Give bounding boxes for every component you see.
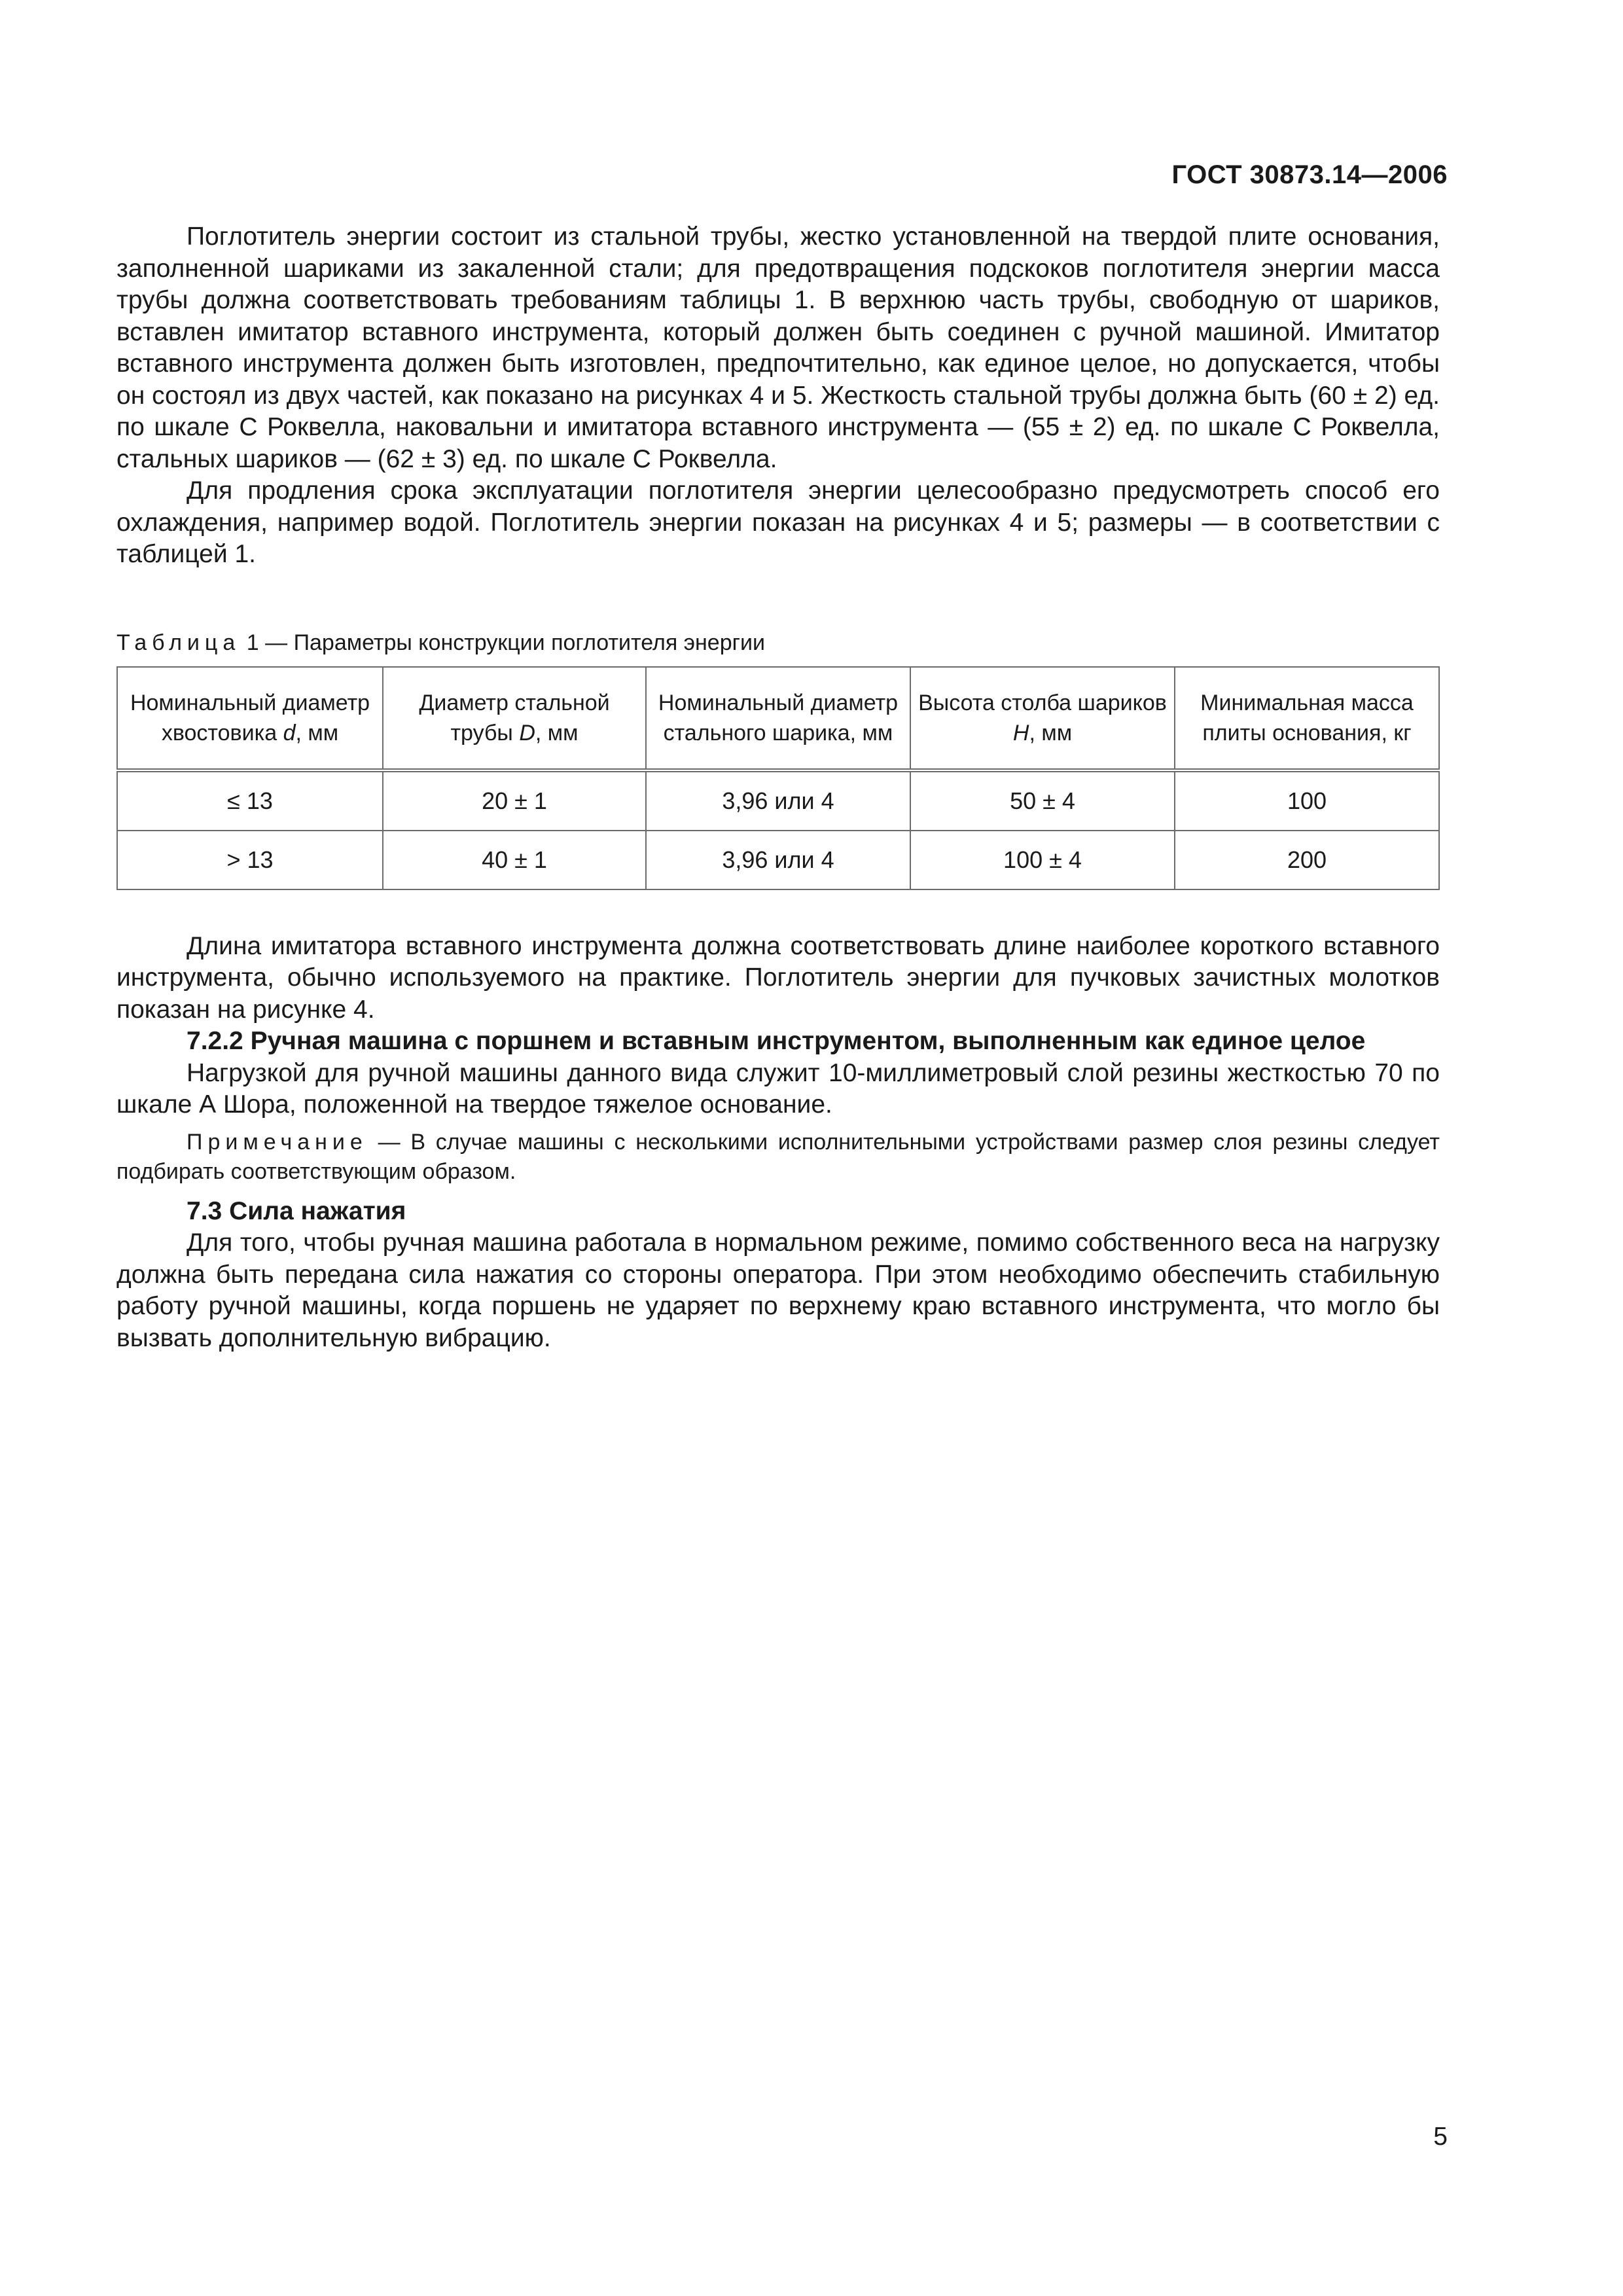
paragraph-rubber-load: Нагрузкой для ручной машины данного вида служит 10-миллиметровый слой резины жесткостью 70 по шкале А Шора, положенной на твердое тяжелое основание. bbox=[116, 1058, 1440, 1119]
table-cell: 20 ± 1 bbox=[383, 770, 646, 831]
table-cell: 3,96 или 4 bbox=[646, 770, 910, 831]
paragraph-simulator-length: Длина имитатора вставного инструмента должна соответствовать длине наиболее короткого вставного инструмента, обычно используемого на практике. Поглотитель энергии для пучковых зачистных молотков показан на рисунке 4. bbox=[116, 931, 1440, 1024]
header-ball-column-height: Высота столба шариков H, мм bbox=[910, 667, 1175, 770]
note-text: — В случае машины с несколькими исполнительными устройствами размер слоя резины следует подбирать соответствующим образом. bbox=[116, 1129, 1440, 1184]
document-body bbox=[116, 221, 1440, 1354]
paragraph-feed-force: Для того, чтобы ручная машина работала в нормальном режиме, помимо собственного веса на нагрузку должна быть передана сила нажатия со стороны оператора. При этом необходимо обеспечить стабильную работу ручной машины, когда поршень не ударяет по верхнему краю вставного инструмента, что могло бы вызвать дополнительную вибрацию. bbox=[116, 1229, 1440, 1352]
table-header-row bbox=[117, 667, 1439, 770]
table-row bbox=[117, 831, 1439, 889]
section-heading-7-3 bbox=[116, 1196, 1440, 1228]
table-caption bbox=[116, 628, 1440, 657]
section-number: 7.2.2 bbox=[187, 1027, 243, 1055]
table-cell: 100 bbox=[1175, 770, 1439, 831]
parameters-table bbox=[116, 666, 1440, 890]
note-label: Примечание bbox=[187, 1129, 368, 1155]
section-number: 7.3 bbox=[187, 1196, 223, 1225]
section-heading-7-2-2 bbox=[116, 1026, 1440, 1058]
header-shank-diameter: Номинальный диаметр хвостовика d, мм bbox=[117, 667, 383, 770]
table-cell: 50 ± 4 bbox=[910, 770, 1175, 831]
table-cell: 100 ± 4 bbox=[910, 831, 1175, 889]
table-caption-text: — Параметры конструкции поглотителя энергии bbox=[265, 630, 766, 655]
table-caption-number: 1 bbox=[246, 630, 259, 655]
table-row bbox=[117, 770, 1439, 831]
header-tube-diameter: Диаметр стальной трубы D, мм bbox=[383, 667, 646, 770]
page-number: 5 bbox=[1433, 2123, 1448, 2151]
paragraph-energy-absorber: Поглотитель энергии состоит из стальной трубы, жестко установленной на твердой плите основания, заполненной шариками из закаленной стали; для предотвращения подскоков поглотителя энергии масса трубы должна соответствовать требованиям таблицы 1. В верхнюю часть трубы, свободную от шариков, вставлен имитатор вставного инструмента, который должен быть соединен с ручной машиной. Имитатор вставного инструмента должен быть изготовлен, предпочтительно, как единое целое, но допускается, чтобы он состоял из двух частей, как показано на рисунках 4 и 5. Жесткость стальной трубы должна быть (60 ± 2) ед. по шкале С Роквелла, наковальни и имитатора вставного инструмента — (55 ± 2) ед. по шкале С Роквелла, стальных шариков — (62 ± 3) ед. по шкале С Роквелла. bbox=[116, 223, 1440, 473]
paragraph-cooling: Для продления срока эксплуатации поглотителя энергии целесообразно предусмотреть способ его охлаждения, например водой. Поглотитель энергии показан на рисунках 4 и 5; размеры — в соответствии с таблицей 1. bbox=[116, 476, 1440, 568]
note bbox=[116, 1128, 1440, 1187]
header-base-plate-mass: Минимальная масса плиты основания, кг bbox=[1175, 667, 1439, 770]
table-cell: 3,96 или 4 bbox=[646, 831, 910, 889]
table-caption-label: Таблица bbox=[116, 630, 241, 655]
table-cell: 40 ± 1 bbox=[383, 831, 646, 889]
table-cell: ≤ 13 bbox=[117, 770, 383, 831]
document-code-header: ГОСТ 30873.14—2006 bbox=[1171, 160, 1448, 189]
section-title: Ручная машина с поршнем и вставным инструментом, выполненным как единое целое bbox=[250, 1027, 1366, 1055]
table-cell: 200 bbox=[1175, 831, 1439, 889]
header-ball-diameter: Номинальный диаметр стального шарика, мм bbox=[646, 667, 910, 770]
table-cell: > 13 bbox=[117, 831, 383, 889]
section-title: Сила нажатия bbox=[229, 1196, 406, 1225]
